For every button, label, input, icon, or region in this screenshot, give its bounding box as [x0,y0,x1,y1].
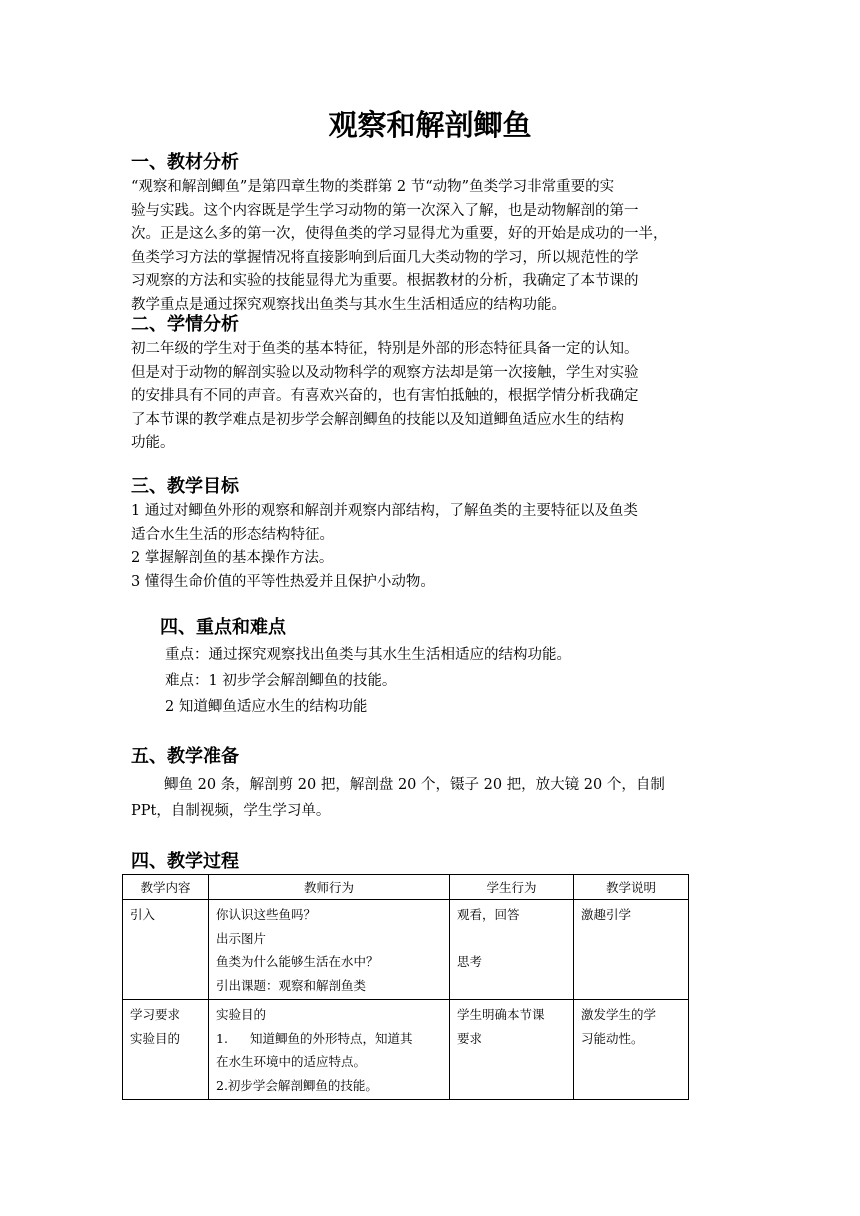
preparation-line: 鲫鱼 20 条，解剖剪 20 把，解剖盘 20 个，镊子 20 把，放大镜 20 个，自制 [164,777,665,793]
cell-text: 激趣引学 [581,907,632,922]
paragraph-line: 鱼类学习方法的掌握情况将直接影响到后面几大类动物的学习，所以规范性的学 [131,249,639,266]
cell-student [450,1000,574,1100]
difficulty-line: 2 知道鲫鱼适应水生的结构功能 [165,699,368,715]
section-body-student-analysis [131,338,639,456]
teaching-process-table [122,874,689,1100]
cell-text: 在水生环境中的适应特点。 [216,1054,367,1069]
section-heading-teaching-process: 四、教学过程 [131,851,239,872]
preparation-line: PPt，自制视频，学生学习单。 [131,803,331,819]
cell-student [450,900,574,1000]
table-row [123,1000,689,1100]
goal-line: 3 懂得生命价值的平等性热爱并且保护小动物。 [131,573,435,590]
goal-line: 适合水生生活的形态结构特征。 [131,526,334,543]
paragraph-line: 功能。 [131,435,175,451]
cell-text: 2.初步学会解剖鲫鱼的技能。 [216,1077,378,1093]
goal-line: 2 掌握解剖鱼的基本操作方法。 [131,550,334,566]
section-body-key-points [165,642,571,720]
cell-text: 要求 [457,1030,483,1046]
table-header-row [123,875,689,900]
cell-text: 知道鲫鱼的外形特点，知道其 [249,1030,413,1046]
cell-text: 学习要求 [130,1007,181,1022]
table-row [123,900,689,1000]
section-heading-preparation: 五、教学准备 [131,746,239,767]
cell-text: 习能动性。 [581,1030,644,1046]
numbered-item [216,1027,442,1051]
cell-text: 激发学生的学 [581,1007,657,1022]
section-body-textbook-analysis [131,176,668,317]
cell-text [457,927,566,951]
cell-text: 实验目的 [216,1007,267,1022]
cell-content [123,900,209,1000]
paragraph-line: 次。正是这么多的第一次，使得鱼类的学习显得尤为重要，好的开始是成功的一半， [131,226,668,242]
cell-teacher [209,1000,450,1100]
paragraph-line: 教学重点是通过探究观察找出鱼类与其水生生活相适应的结构功能。 [131,296,566,313]
paragraph-line: “观察和解剖鲫鱼”是第四章生物的类群第 2 节“动物”鱼类学习非常重要的实 [131,179,615,195]
paragraph-line: 验与实践。这个内容既是学生学习动物的第一次深入了解，也是动物解剖的第一 [131,202,639,219]
cell-content [123,1000,209,1100]
column-header: 学生行为 [450,875,574,900]
item-number: 1. [216,1030,228,1046]
column-header: 教师行为 [209,875,450,900]
cell-text: 学生明确本节课 [457,1007,545,1022]
paragraph-line: 了本节课的教学难点是初步学会解剖鲫鱼的技能以及知道鲫鱼适应水生的结构 [131,411,624,428]
cell-note [574,900,689,1000]
goal-line: 1 通过对鲫鱼外形的观察和解剖并观察内部结构，了解鱼类的主要特征以及鱼类 [131,503,638,519]
cell-text: 出示图片 [216,930,267,946]
cell-text: 实验目的 [130,1030,181,1046]
section-body-teaching-goals [131,500,638,594]
paragraph-line: 但是对于动物的解剖实验以及动物科学的观察方法却是第一次接触，学生对实验 [131,364,639,381]
cell-text: 鱼类为什么能够生活在水中？ [216,954,379,969]
cell-note [574,1000,689,1100]
cell-text: 思考 [457,954,483,969]
page-title: 观察和解剖鲫鱼 [328,108,532,142]
column-header: 教学说明 [574,875,689,900]
section-heading-key-points: 四、重点和难点 [160,617,286,638]
cell-text: 引入 [130,907,156,922]
section-body-preparation [131,772,665,824]
cell-text: 观看，回答 [457,907,520,922]
cell-teacher [209,900,450,1000]
paragraph-line: 的安排具有不同的声音。有喜欢兴奋的，也有害怕抵触的，根据学情分析我确定 [131,388,639,404]
difficulty-line: 难点：1 初步学会解剖鲫鱼的技能。 [165,673,397,689]
paragraph-line: 习观察的方法和实验的技能显得尤为重要。根据教材的分析，我确定了本节课的 [131,273,639,289]
column-header: 教学内容 [123,875,209,900]
paragraph-line: 初二年级的学生对于鱼类的基本特征，特别是外部的形态特征具备一定的认知。 [131,341,639,357]
cell-text: 引出课题：观察和解剖鱼类 [216,977,367,993]
cell-text: 你认识这些鱼吗？ [216,907,317,922]
key-point-line: 重点：通过探究观察找出鱼类与其水生生活相适应的结构功能。 [165,647,571,663]
section-heading-teaching-goals: 三、教学目标 [131,476,239,497]
section-heading-textbook-analysis: 一、教材分析 [131,152,239,173]
section-heading-student-analysis: 二、学情分析 [131,314,239,335]
